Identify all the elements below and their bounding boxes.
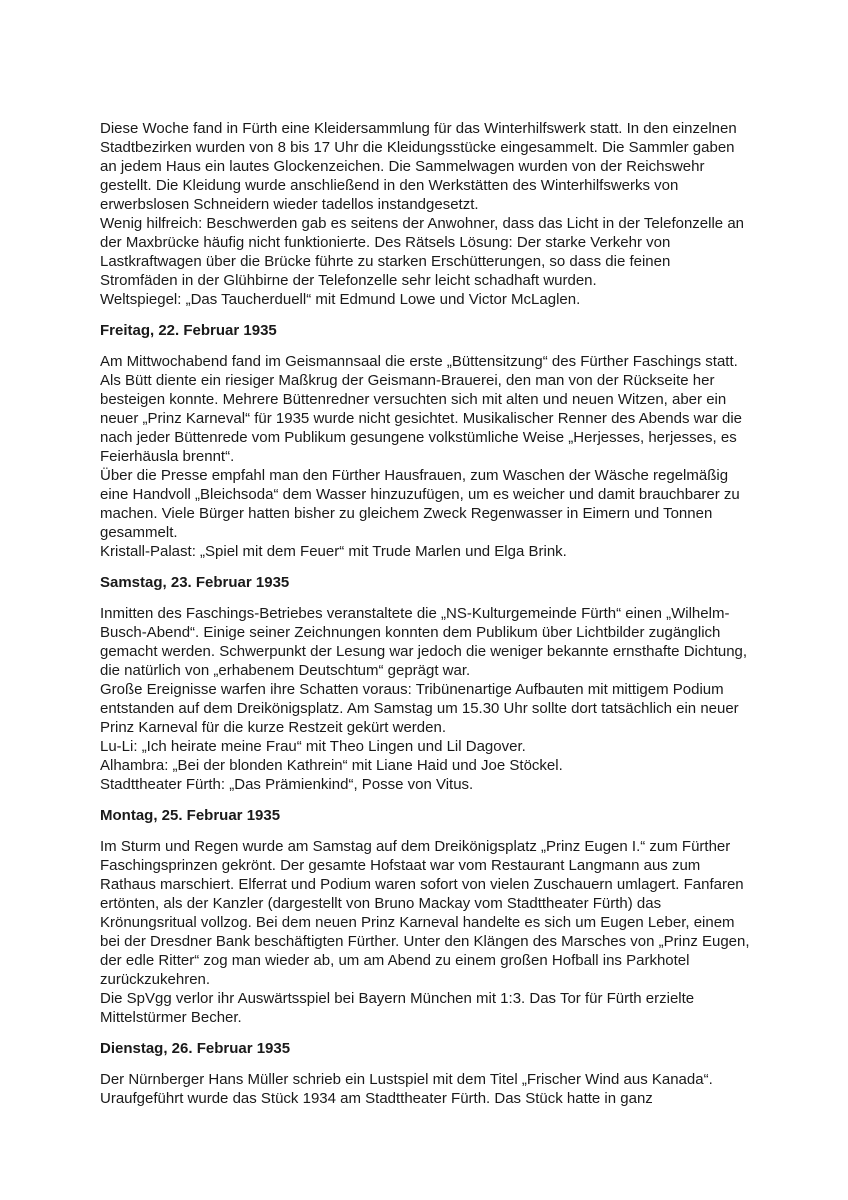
- paragraph: Inmitten des Faschings-Betriebes veranstaltete die „NS-Kulturgemeinde Fürth“ einen „Wilhelm-Busch-Abend“. Einige seiner Zeichnungen konnten dem Publikum über Lichtbilder zugänglich gemacht werden. Schwerpunkt der Lesung war jedoch die weniger bekannte ernsthafte Dichtung, die natürlich von „erhabenem Deutschtum“ geprägt war.: [100, 605, 748, 679]
- paragraph: Große Ereignisse warfen ihre Schatten voraus: Tribünenartige Aufbauten mit mittigem Podium entstanden auf dem Dreikönigsplatz. Am Samstag um 15.30 Uhr sollte dort tatsächlich ein neuer Prinz Karneval für die kurze Restzeit gekürt werden.: [100, 681, 739, 736]
- paragraph: Im Sturm und Regen wurde am Samstag auf dem Dreikönigsplatz „Prinz Eugen I.“ zum Fürther Faschingsprinzen gekrönt. Der gesamte Hofstaat war vom Restaurant Langmann aus zum Rathaus marschiert. Elferrat und Podium waren sofort von vielen Zuschauern umlagert. Fanfaren ertönten, als der Kanzler (dargestellt von Bruno Mackay vom Stadttheater Fürth) das Krönungsritual vollzog. Bei dem neuen Prinz Karneval handelte es sich um Eugen Leber, einem bei der Dresdner Bank beschäftigten Fürther. Unter den Klängen des Marsches von „Prinz Eugen, der edle Ritter“ zog man wieder ab, um am Abend zu einem großen Hofball ins Parkhotel zurückzukehren.: [100, 838, 750, 988]
- paragraph: Über die Presse empfahl man den Fürther Hausfrauen, zum Waschen der Wäsche regelmäßig eine Handvoll „Bleichsoda“ dem Wasser hinzuzufügen, um es weicher und damit brauchbarer zu machen. Viele Bürger hatten bisher zu gleichem Zweck Regenwasser in Eimern und Tonnen gesammelt.: [100, 467, 740, 541]
- paragraph: Am Mittwochabend fand im Geismannsaal die erste „Büttensitzung“ des Fürther Faschings statt. Als Bütt diente ein riesiger Maßkrug der Geismann-Brauerei, den man von der Rückseite her besteigen konnte. Mehrere Büttenredner versuchten sich mit alten und neuen Witzen, aber ein neuer „Prinz Karneval“ für 1935 wurde nicht gesichtet. Musikalischer Renner des Abends war die nach jeder Büttenrede vom Publikum gesungene volkstümliche Weise „Herjesses, herjesses, es Feierhäusla brennt“.: [100, 353, 742, 465]
- section-heading: Samstag, 23. Februar 1935: [100, 574, 290, 591]
- paragraph: Kristall-Palast: „Spiel mit dem Feuer“ mit Trude Marlen und Elga Brink.: [100, 543, 567, 560]
- paragraph: Lu-Li: „Ich heirate meine Frau“ mit Theo Lingen und Lil Dagover.: [100, 738, 526, 755]
- paragraph: Stadttheater Fürth: „Das Prämienkind“, Posse von Vitus.: [100, 776, 474, 793]
- paragraph: Alhambra: „Bei der blonden Kathrein“ mit Liane Haid und Joe Stöckel.: [100, 757, 563, 774]
- section-heading: Freitag, 22. Februar 1935: [100, 322, 277, 339]
- section-heading: Montag, 25. Februar 1935: [100, 807, 281, 824]
- paragraph: Die SpVgg verlor ihr Auswärtsspiel bei Bayern München mit 1:3. Das Tor für Fürth erzielte Mittelstürmer Becher.: [100, 990, 695, 1026]
- paragraph: Der Nürnberger Hans Müller schrieb ein Lustspiel mit dem Titel „Frischer Wind aus Kanada“. Uraufgeführt wurde das Stück 1934 am Stadttheater Fürth. Das Stück hatte in ganz: [100, 1071, 713, 1107]
- paragraph: Weltspiegel: „Das Taucherduell“ mit Edmund Lowe und Victor McLaglen.: [100, 291, 581, 308]
- paragraph: Wenig hilfreich: Beschwerden gab es seitens der Anwohner, dass das Licht in der Telefonzelle an der Maxbrücke häufig nicht funktionierte. Des Rätsels Lösung: Der starke Verkehr von Lastkraftwagen über die Brücke führte zu starken Erschütterungen, so dass die feinen Stromfäden in der Glühbirne der Telefonzelle sehr leicht schadhaft wurden.: [100, 215, 745, 289]
- document-content: [100, 119, 750, 1108]
- section-heading: Dienstag, 26. Februar 1935: [100, 1040, 291, 1057]
- paragraph: Diese Woche fand in Fürth eine Kleidersammlung für das Winterhilfswerk statt. In den einzelnen Stadtbezirken wurden von 8 bis 17 Uhr die Kleidungsstücke eingesammelt. Die Sammler gaben an jedem Haus ein lautes Glockenzeichen. Die Sammelwagen wurden von der Reichswehr gestellt. Die Kleidung wurde anschließend in den Werkstätten des Winterhilfswerks von erwerbslosen Schneidern wieder tadellos instandgesetzt.: [100, 120, 737, 213]
